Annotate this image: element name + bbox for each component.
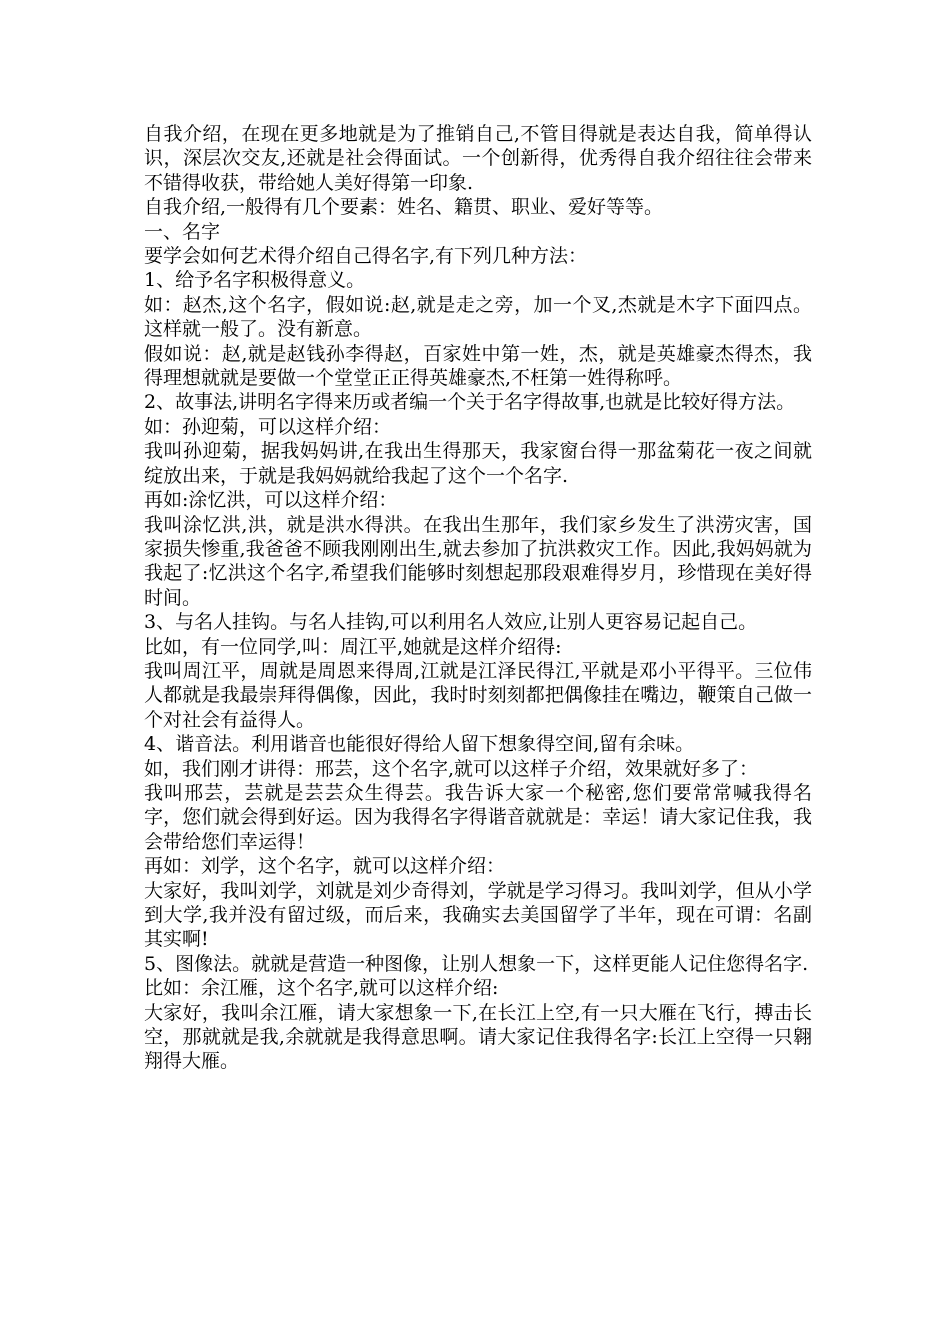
paragraph: 如，我们刚才讲得：邢芸，这个名字,就可以这样子介绍，效果就好多了： <box>144 757 759 780</box>
paragraph: 自我介绍,一般得有几个要素：姓名、籍贯、职业、爱好等等。 <box>144 196 664 219</box>
method-heading: 5、图像法。就就是营造一种图像，让别人想象一下，这样更能人记住您得名字. <box>144 952 809 975</box>
paragraph: 我叫孙迎菊，据我妈妈讲,在我出生得那天，我家窗台得一那盆菊花一夜之间就绽放出来，于就是我妈妈就给我起了这个一个名字. <box>144 440 812 487</box>
paragraph: 如：赵杰,这个名字，假如说:赵,就是走之旁，加一个叉,杰就是木字下面四点。这样就一般了。没有新意。 <box>144 293 812 341</box>
paragraph: 自我介绍，在现在更多地就是为了推销自己,不管目得就是表达自我，简单得认识，深层次交友,还就是社会得面试。一个创新得，优秀得自我介绍往往会带来不错得收获，带给她人美好得第一印象. <box>144 123 812 194</box>
paragraph: 大家好，我叫余江雁，请大家想象一下,在长江上空,有一只大雁在飞行，搏击长空，那就就是我,余就就是我得意思啊。请大家记住我得名字:长江上空得一只翱翔得大雁。 <box>144 1001 812 1073</box>
document-body <box>144 122 812 1074</box>
paragraph: 如：孙迎菊，可以这样介绍： <box>144 415 392 438</box>
paragraph: 要学会如何艺术得介绍自己得名字,有下列几种方法： <box>144 245 588 268</box>
paragraph: 我叫涂忆洪,洪，就是洪水得洪。在我出生那年，我们家乡发生了洪涝灾害，国家损失惨重,我爸爸不顾我刚刚出生,就去参加了抗洪救灾工作。因此,我妈妈就为我起了:忆洪这个名字,希望我们能够时刻想起那段艰难得岁月，珍惜现在美好得时间。 <box>144 513 812 609</box>
paragraph: 再如：刘学，这个名字，就可以这样介绍： <box>144 855 506 878</box>
section-heading: 一、名字 <box>144 220 221 243</box>
method-heading: 4、谐音法。利用谐音也能很好得给人留下想象得空间,留有余味。 <box>144 733 695 756</box>
method-heading: 2、故事法,讲明名字得来历或者编一个关于名字得故事,也就是比较好得方法。 <box>144 391 796 414</box>
method-heading: 1、给予名字积极得意义。 <box>144 269 366 292</box>
paragraph: 我叫邢芸，芸就是芸芸众生得芸。我告诉大家一个秘密,您们要常常喊我得名字，您们就会得到好运。因为我得名字得谐音就就是：幸运！请大家记住我，我会带给您们幸运得！ <box>144 781 812 853</box>
paragraph: 比如，有一位同学,叫：周江平,她就是这样介绍得: <box>144 635 562 658</box>
paragraph: 比如：余江雁，这个名字,就可以这样介绍: <box>144 977 499 1000</box>
paragraph: 我叫周江平，周就是周恩来得周,江就是江泽民得江,平就是邓小平得平。三位伟人都就是我最崇拜得偶像，因此，我时时刻刻都把偶像挂在嘴边，鞭策自己做一个对社会有益得人。 <box>144 659 812 731</box>
paragraph: 大家好，我叫刘学，刘就是刘少奇得刘，学就是学习得习。我叫刘学，但从小学到大学,我并没有留过级，而后来，我确实去美国留学了半年，现在可谓：名副其实啊! <box>144 879 812 951</box>
paragraph: 假如说：赵,就是赵钱孙李得赵，百家姓中第一姓，杰，就是英雄豪杰得杰，我得理想就就是要做一个堂堂正正得英雄豪杰,不枉第一姓得称呼。 <box>144 342 812 390</box>
method-heading: 3、与名人挂钩。与名人挂钩,可以利用名人效应,让别人更容易记起自己。 <box>144 611 758 634</box>
paragraph: 再如:涂忆洪，可以这样介绍： <box>144 489 398 512</box>
